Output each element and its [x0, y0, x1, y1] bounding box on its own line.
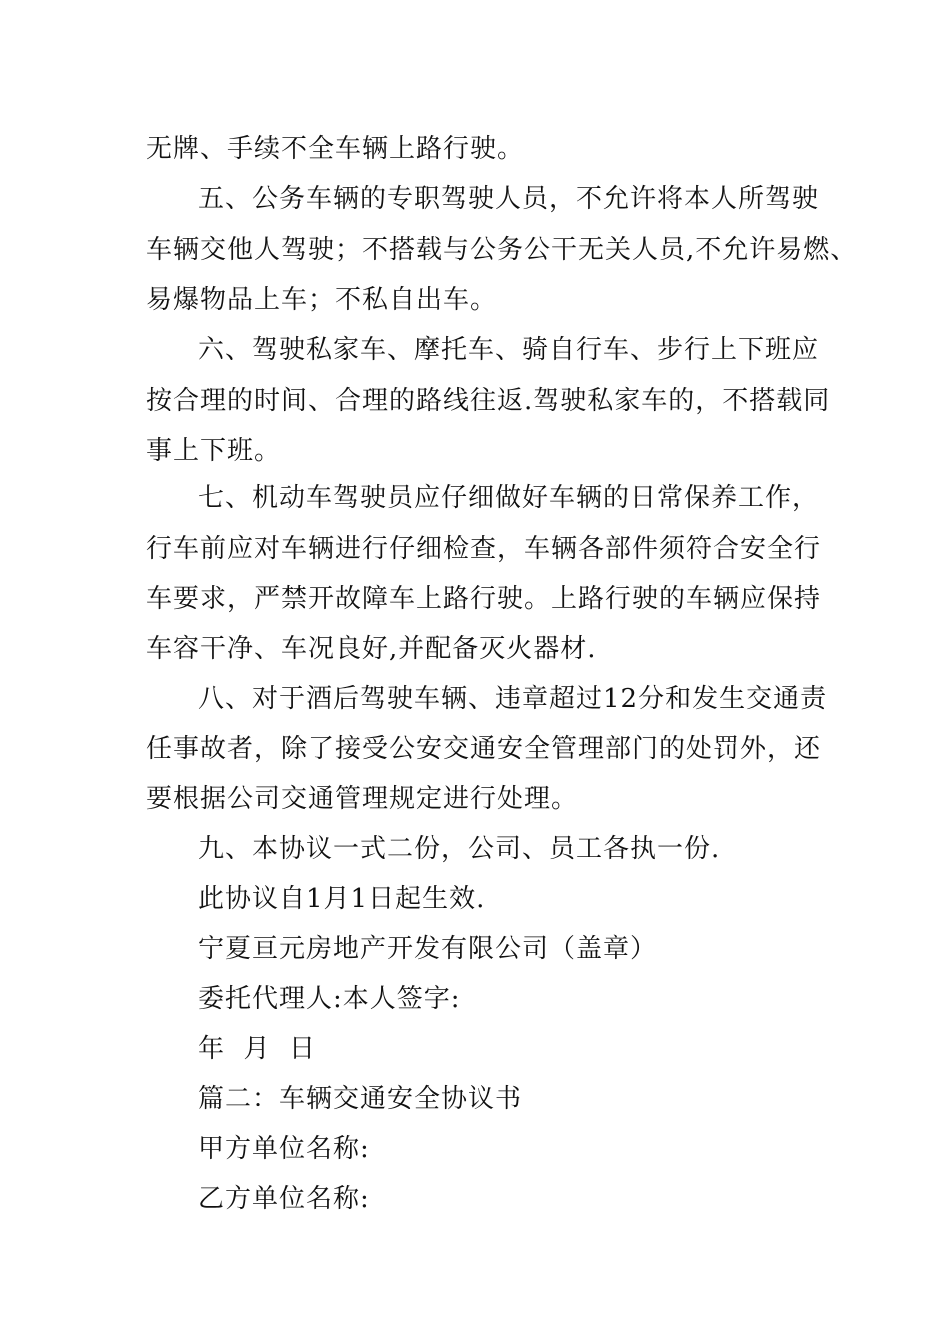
text-line: 车容干净、车况良好,并配备灭火器材. [146, 634, 597, 664]
text-line: 按合理的时间、合理的路线往返.驾驶私家车的，不搭载同 [146, 386, 831, 416]
text-line: 行车前应对车辆进行仔细检查，车辆各部件须符合安全行 [146, 534, 822, 564]
agent-signature-line: 委托代理人:本人签字: [198, 984, 461, 1014]
paragraph-7-line: 七、机动车驾驶员应仔细做好车辆的日常保养工作， [198, 483, 820, 513]
section-heading: 篇二：车辆交通安全协议书 [198, 1084, 523, 1114]
text-line: 任事故者，除了接受公安交通安全管理部门的处罚外，还 [146, 734, 822, 764]
text-line: 车要求，严禁开故障车上路行驶。上路行驶的车辆应保持 [146, 584, 822, 614]
effective-date-line: 此协议自1月1日起生效. [198, 884, 486, 914]
paragraph-8-line: 八、对于酒后驾驶车辆、违章超过12分和发生交通责 [198, 684, 828, 714]
paragraph-5-line: 五、公务车辆的专职驾驶人员，不允许将本人所驾驶 [198, 184, 820, 214]
text-line: 要根据公司交通管理规定进行处理。 [146, 784, 579, 814]
text-line: 车辆交他人驾驶；不搭载与公务公干无关人员,不允许易燃、 [146, 235, 858, 265]
paragraph-9-line: 九、本协议一式二份，公司、员工各执一份. [198, 834, 721, 864]
text-line: 易爆物品上车；不私自出车。 [146, 285, 498, 315]
company-seal-line: 宁夏亘元房地产开发有限公司（盖章） [198, 934, 658, 964]
date-line: 年 月 日 [198, 1034, 317, 1064]
paragraph-6-line: 六、驾驶私家车、摩托车、骑自行车、步行上下班应 [198, 335, 820, 365]
text-line: 无牌、手续不全车辆上路行驶。 [146, 134, 525, 164]
party-a-name-line: 甲方单位名称: [198, 1134, 370, 1164]
party-b-name-line: 乙方单位名称: [198, 1184, 370, 1214]
text-line: 事上下班。 [146, 436, 282, 466]
